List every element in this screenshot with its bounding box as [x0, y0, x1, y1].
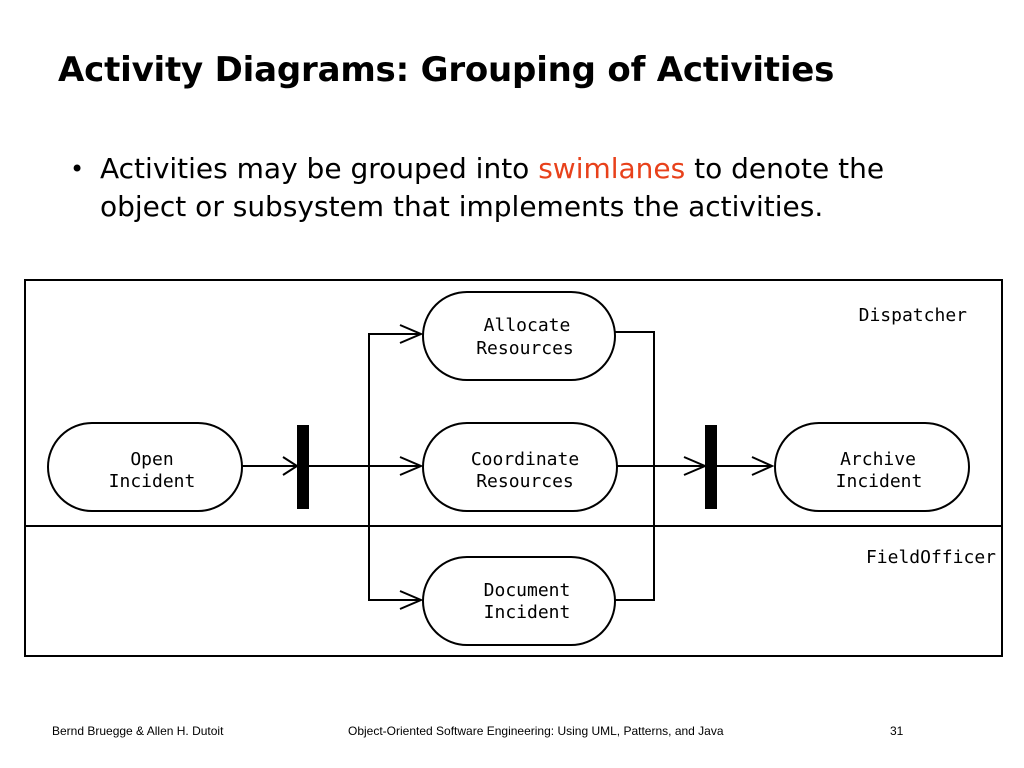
svg-text:Incident: Incident — [108, 471, 196, 492]
svg-text:Coordinate: Coordinate — [470, 449, 580, 470]
activity-coordinate-resources — [423, 423, 617, 511]
fork-bar — [298, 426, 308, 508]
svg-text:Incident: Incident — [483, 602, 571, 623]
svg-text:Resources: Resources — [476, 338, 574, 359]
svg-text:Document: Document — [483, 580, 571, 601]
svg-text:Resources: Resources — [476, 471, 574, 492]
bullet-text-after: to denote the object or subsystem that implements the activities. — [100, 152, 885, 223]
svg-text:Incident: Incident — [835, 471, 923, 492]
join-bar — [706, 426, 716, 508]
transition-fork-to-allocate — [369, 334, 421, 466]
bullet-highlight: swimlanes — [538, 152, 686, 185]
transition-fork-to-document — [369, 466, 421, 600]
activity-document-incident — [423, 557, 615, 645]
svg-text:Allocate: Allocate — [483, 315, 571, 336]
activity-allocate-resources — [423, 292, 615, 380]
lane-label-field-officer: FieldOfficer — [865, 547, 996, 568]
svg-text:Archive: Archive — [840, 449, 916, 470]
slide-title: Activity Diagrams: Grouping of Activities — [58, 50, 835, 90]
footer-authors: Bernd Bruegge & Allen H. Dutoit — [52, 724, 224, 738]
svg-text:Open: Open — [130, 449, 174, 470]
activity-open-incident — [48, 423, 242, 511]
footer-page-number: 31 — [890, 724, 904, 738]
bullet-dot-icon: • — [70, 155, 85, 183]
bullet-text-before: Activities may be grouped into — [100, 152, 539, 185]
activity-archive-incident — [775, 423, 969, 511]
footer-book-title: Object-Oriented Software Engineering: Using UML, Patterns, and Java — [348, 724, 724, 738]
lane-label-dispatcher: Dispatcher — [858, 305, 967, 326]
